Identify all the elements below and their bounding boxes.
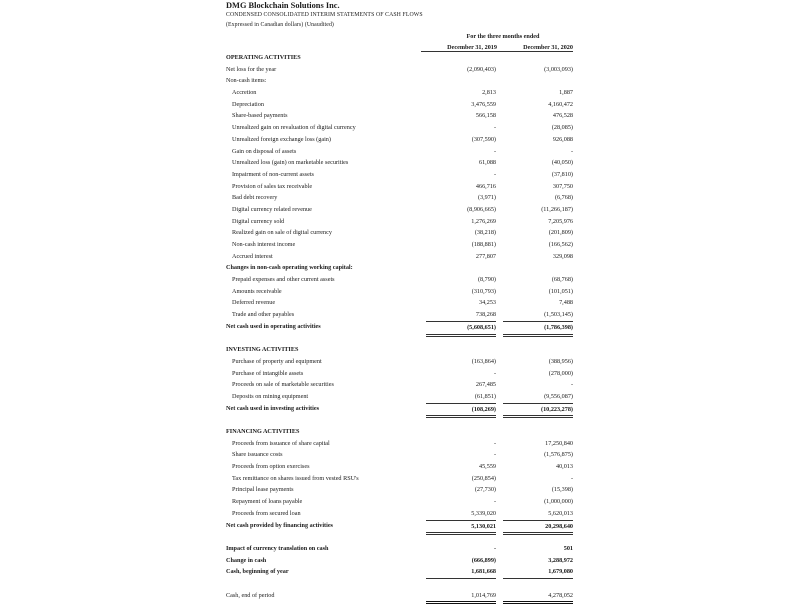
row-fx-impact: Impact of currency translation on cash - 501	[226, 544, 573, 552]
table-row: Realized gain on sale of digital currency (38,218) (201,809)	[232, 229, 573, 237]
currency-note: (Expressed in Canadian dollars) (Unaudited)	[226, 21, 334, 28]
table-row: Unrealized foreign exchange loss (gain) (307,590) 926,088	[232, 135, 573, 143]
table-row: Accrued interest 277,807 329,098	[232, 252, 573, 260]
table-row: Repayment of loans payable - (1,000,000)	[232, 498, 573, 506]
spacer	[226, 578, 576, 590]
section-financing: FINANCING ACTIVITIES	[226, 428, 300, 435]
table-row: Purchase of property and equipment (163,864) (388,956)	[232, 357, 573, 365]
table-row: Digital currency related revenue (8,906,665) (11,266,187)	[232, 205, 573, 213]
table-row: Gain on disposal of assets - -	[232, 147, 573, 155]
table-row: Bad debt recovery (3,971) (6,768)	[232, 194, 573, 202]
table-row: Share-based payments 566,158 476,528	[232, 112, 573, 120]
table-row: Proceeds from secured loan 5,339,020 5,620,013	[232, 509, 573, 517]
table-row: Deferred revenue 34,253 7,488	[232, 299, 573, 307]
table-row: Proceeds from issuance of share capital - 17,250,840	[232, 439, 573, 447]
table-row: Provision of sales tax receivable 466,716 307,750	[232, 182, 573, 190]
table-row: Tax remittance on shares issued from vested RSU's (250,854) -	[232, 474, 573, 482]
table-row: Purchase of intangible assets - (278,000)	[232, 369, 573, 377]
column-headers	[226, 30, 576, 52]
table-row: Accretion 2,813 1,887	[232, 89, 573, 97]
row-non-cash-title: Non-cash items:	[226, 77, 267, 85]
section-operating: OPERATING ACTIVITIES	[226, 54, 301, 61]
row-change-in-cash: Change in cash (666,899) 3,288,972	[226, 556, 573, 564]
table-row: Digital currency sold 1,276,269 7,205,976	[232, 217, 573, 225]
column-2020: December 31, 2020	[523, 44, 573, 51]
table-row: Unrealized gain on revaluation of digital currency - (28,085)	[232, 124, 573, 132]
row-investing-total: Net cash used in investing activities (108,269) (10,223,278)	[226, 403, 576, 415]
table-row: Share issuance costs - (1,576,875)	[232, 451, 573, 459]
period-label: For the three months ended	[466, 33, 540, 40]
section-investing: INVESTING ACTIVITIES	[226, 346, 299, 354]
table-row: Trade and other payables 738,268 (1,503,145)	[232, 311, 573, 319]
table-row: Proceeds from option exercises 45,559 40,013	[232, 463, 573, 471]
row-operating-total: Net cash used in operating activities (5,608,651) (1,786,398)	[226, 321, 576, 333]
table-row: Deposits on mining equipment (61,851) (9,556,087)	[232, 392, 573, 400]
table-row: Amounts receivable (310,793) (101,051)	[232, 287, 573, 295]
table-row: Impairment of non-current assets - (37,810)	[232, 170, 573, 178]
table-row: Proceeds on sale of marketable securities 267,485 -	[232, 381, 573, 389]
column-2019: December 31, 2019	[447, 44, 497, 51]
statement-title: CONDENSED CONSOLIDATED INTERIM STATEMENTS OF CASH FLOWS	[226, 12, 423, 18]
company-name: DMG Blockchain Solutions Inc.	[226, 1, 340, 10]
table-row: Non-cash interest income (188,881) (166,562)	[232, 241, 573, 248]
row-working-capital-title: Changes in non-cash operating working capital:	[226, 264, 353, 272]
row-cash-end: Cash, end of period 1,014,769 4,278,052	[226, 590, 576, 602]
cash-flow-statement	[226, 0, 576, 601]
table-row: Unrealized loss (gain) on marketable securities 61,088 (40,050)	[232, 159, 573, 167]
row-net-loss: Net loss for the year (2,090,403) (3,003,093)	[226, 65, 573, 73]
row-financing-total: Net cash provided by financing activities 5,130,021 20,298,640	[226, 520, 576, 532]
table-row: Depreciation 3,476,559 4,160,472	[232, 100, 573, 108]
table-row: Principal lease payments (27,730) (15,398)	[232, 486, 573, 494]
table-row: Prepaid expenses and other current assets (8,790) (68,768)	[232, 276, 573, 284]
row-cash-beginning: Cash, beginning of year 1,681,668 1,679,080	[226, 566, 576, 578]
